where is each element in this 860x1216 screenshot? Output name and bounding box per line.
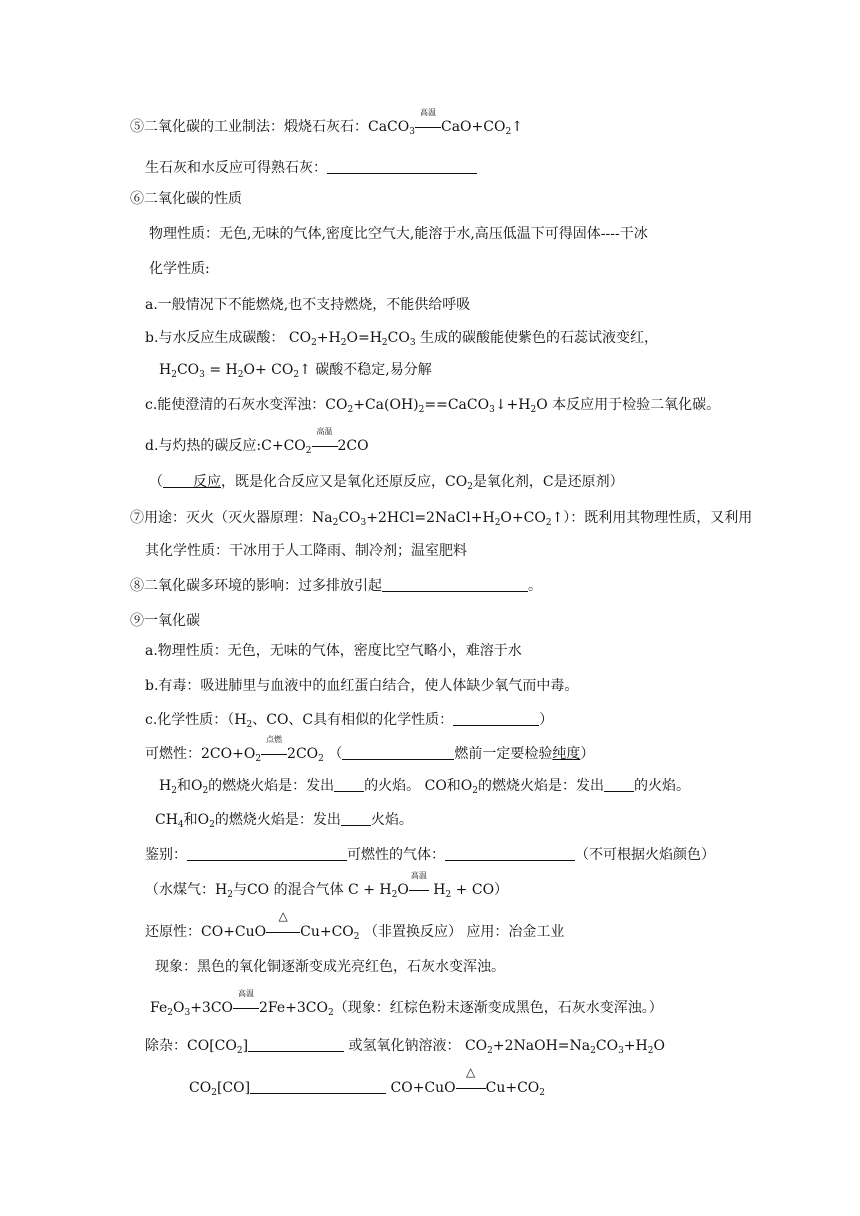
condition-high-temp: 高温: [409, 880, 429, 900]
line-item-d: d.与灼热的碳反应$:C+CO_2$ 高温 2CO: [145, 427, 369, 456]
answer-blank[interactable]: [382, 577, 528, 592]
answer-blank[interactable]: [163, 473, 193, 488]
line-flame-h2-co: $H_2$和$O_2$的燃烧火焰是：发出 的火焰。 CO和$O_2$的燃烧火焰是：发出 的火焰。: [159, 778, 691, 796]
answer-blank[interactable]: [327, 159, 477, 174]
line-carbonic-acid: $H_2CO_3 = H_2O+$ $CO_2↑$ 碳酸不稳定,易分解: [159, 362, 432, 380]
answer-blank[interactable]: [341, 811, 371, 826]
line-item-c: c.能使澄清的石灰水变浑浊：$CO_2+Ca(OH)_2==CaCO_3↓+H_2O$ 本反应用于检验二氧化碳。: [145, 397, 721, 415]
condition-heat: △: [456, 1078, 486, 1098]
condition-high-temp: 高温: [312, 436, 338, 456]
line-co2-industrial: ⑤二氧化碳的工业制法：煅烧石灰石：CaCO$_3$ 高温 $CaO+CO_2↑$: [130, 108, 523, 137]
answer-blank[interactable]: [604, 777, 634, 792]
answer-blank[interactable]: [334, 777, 364, 792]
line-item-a: a.一般情况下不能燃烧,也不支持燃烧，不能供给呼吸: [145, 297, 471, 313]
section-co: ⑨一氧化碳: [130, 613, 200, 629]
answer-blank[interactable]: [342, 745, 454, 760]
condition-heat: △: [266, 922, 300, 942]
condition-high-temp: 高温: [233, 998, 259, 1018]
line-impurity-co: 除杂：$CO[CO_2]$ 或氢氧化钠溶液： $CO_2+2NaOH=Na_2CO_3+H_2O$: [145, 1038, 665, 1056]
line-impurity-co2: $CO_2[CO]$ CO+CuO △ $Cu+CO_2$: [189, 1065, 546, 1098]
line-co-physical: a.物理性质：无色，无味的气体，密度比空气略小，难溶于水: [145, 643, 522, 659]
line-physical-properties: 物理性质：无色,无味的气体,密度比空气大,能溶于水,高压低温下可得固体----干冰: [149, 226, 648, 242]
section-co2-properties: ⑥二氧化碳的性质: [130, 191, 242, 207]
condition-high-temp: 高温: [415, 117, 441, 137]
line-co-toxic: b.有毒：吸进肺里与血液中的血红蛋白结合，使人体缺少氧气而中毒。: [145, 678, 579, 694]
line-uses-cont: 其化学性质：干冰用于人工降雨、制冷剂；温室肥料: [145, 543, 467, 559]
line-chemical-properties: 化学性质:: [149, 261, 210, 277]
answer-blank[interactable]: [250, 1079, 386, 1094]
line-flammability: 可燃性：$2CO+O_2$ 点燃 $2CO_2$ （ 燃前一定要检验纯度）: [145, 735, 595, 764]
line-water-gas: （水煤气：$H_2$与CO 的混合气体 $C + H_2O$ 高温 $H_2 + CO$）: [145, 871, 509, 900]
line-uses: ⑦用途：灭火（灭火器原理：$Na_2CO_3+2HCl=2NaCl+H_2O+CO_2↑$）：既利用其物理性质，又利用: [130, 510, 753, 528]
line-flame-ch4: $CH_4$和$O_2$的燃烧火焰是：发出 火焰。: [155, 812, 413, 830]
line-item-b: b.与水反应生成碳酸： $CO_2+H_2O=H_2CO_3$ 生成的碳酸能使紫色的石蕊试液变红，: [145, 330, 659, 348]
answer-blank[interactable]: [445, 846, 575, 861]
line-phenomenon: 现象：黑色的氧化铜逐渐变成光亮红色，石灰水变浑浊。: [155, 959, 505, 975]
line-iron-reduction: $Fe_2O_3+3CO$ 高温 $2Fe+3CO_2$（现象：红棕色粉末逐渐变成黑色，石灰水变浑浊。）: [150, 989, 663, 1018]
answer-blank[interactable]: [187, 846, 347, 861]
condition-ignite: 点燃: [261, 744, 287, 764]
line-reducing: 还原性：CO+CuO △ $Cu+CO_2$ （非置换反应） 应用：冶金工业: [145, 909, 565, 942]
line-identify: 鉴别： 可燃性的气体： （不可根据火焰颜色）: [145, 847, 715, 863]
answer-blank[interactable]: [453, 711, 539, 726]
line-environment: ⑧二氧化碳多环境的影响：过多排放引起 。: [130, 578, 542, 594]
line-quicklime: 生石灰和水反应可得熟石灰：: [145, 158, 477, 178]
line-co-chemical: c.化学性质：（$H_2$、CO、C具有相似的化学性质： ）: [145, 712, 554, 730]
line-reaction-note: （ 反应，既是化合反应又是氧化还原反应，$CO_2$是氧化剂，C是还原剂）: [149, 474, 624, 492]
answer-blank[interactable]: [248, 1037, 344, 1052]
